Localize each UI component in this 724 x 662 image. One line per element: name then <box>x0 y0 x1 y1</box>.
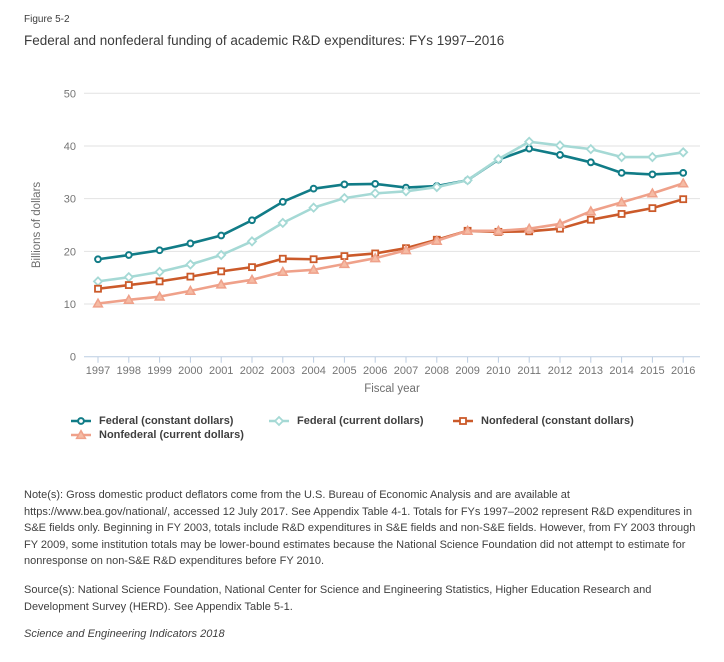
legend-label: Federal (constant dollars) <box>99 415 234 427</box>
x-tick-label: 2009 <box>455 365 480 377</box>
y-tick-label: 0 <box>69 351 76 364</box>
circle-marker-icon <box>70 415 92 427</box>
y-tick-label: 20 <box>63 246 76 259</box>
x-tick-label: 1997 <box>85 365 111 377</box>
x-tick-label: 2011 <box>517 365 542 377</box>
x-tick-label: 2006 <box>362 365 388 377</box>
legend-item-federal-current-dollars[interactable] <box>268 414 424 428</box>
x-tick-label: 1999 <box>147 365 172 377</box>
chart-title: Federal and nonfederal funding of academic R&D expenditures: FYs 1997–2016 <box>24 33 505 48</box>
line-chart <box>0 80 724 414</box>
triangle-marker-icon <box>70 429 92 441</box>
x-tick-label: 2001 <box>208 365 234 377</box>
x-axis-title: Fiscal year <box>364 383 420 395</box>
x-tick-label: 2012 <box>547 365 573 377</box>
x-tick-label: 2003 <box>270 365 296 377</box>
x-tick-label: 2010 <box>486 365 511 377</box>
legend-label: Nonfederal (constant dollars) <box>481 415 634 427</box>
y-tick-label: 10 <box>63 299 76 312</box>
gridlines <box>64 88 700 363</box>
figure-number: Figure 5-2 <box>24 14 70 25</box>
legend-label: Federal (current dollars) <box>297 415 424 427</box>
x-tick-label: 2016 <box>670 365 696 377</box>
x-tick-label: 2000 <box>178 365 203 377</box>
chart-source: Source(s): National Science Foundation, National Center for Science and Engineering Statistics, Higher Education Research and Development Survey (HERD). See Appendix Table 5-1. <box>24 584 652 613</box>
legend-item-nonfederal-current-dollars[interactable] <box>70 428 244 442</box>
x-tick-label: 2013 <box>578 365 604 377</box>
legend-item-nonfederal-constant-dollars[interactable] <box>452 414 634 428</box>
y-tick-label: 40 <box>63 140 76 153</box>
chart-legend <box>0 414 724 456</box>
x-tick-label: 2008 <box>424 365 450 377</box>
x-tick-label: 2004 <box>301 365 326 377</box>
chart-notes: Note(s): Gross domestic product deflators come from the U.S. Bureau of Economic Analysis and are available at https://www.bea.gov/national/, accessed 12 July 2017. See Appendix Table 4-1. Totals for FYs 1997–2002 represent R&D expenditures in S&E fields only. Beginning in FY 2003, totals include R&D expenditures in S&E fields and non-S&E fields. However, from FY 2003 through FY 2009, some institution totals may be lower-bound estimates because the National Science Foundation did not attempt to estimate for nonresponse on non-S&E R&D expenditures before FY 2010. <box>24 489 696 568</box>
y-tick-label: 50 <box>63 88 76 101</box>
legend-item-federal-constant-dollars[interactable] <box>70 414 233 428</box>
x-tick-label: 2005 <box>332 365 357 377</box>
x-tick-label: 2002 <box>239 365 265 377</box>
series-federal-current-dollars <box>94 138 687 286</box>
square-marker-icon <box>452 415 474 427</box>
y-tick-label: 30 <box>63 193 76 206</box>
report-footer: Science and Engineering Indicators 2018 <box>24 628 225 640</box>
x-tick-label: 1998 <box>116 365 142 377</box>
x-tick-label: 2015 <box>640 365 665 377</box>
x-tick-label: 2007 <box>393 365 419 377</box>
legend-label: Nonfederal (current dollars) <box>99 429 244 441</box>
series-federal-constant-dollars <box>95 146 686 262</box>
y-axis-title: Billions of dollars <box>31 181 43 269</box>
x-tick-label: 2014 <box>609 365 634 377</box>
x-axis <box>86 357 696 377</box>
diamond-marker-icon <box>268 415 290 427</box>
